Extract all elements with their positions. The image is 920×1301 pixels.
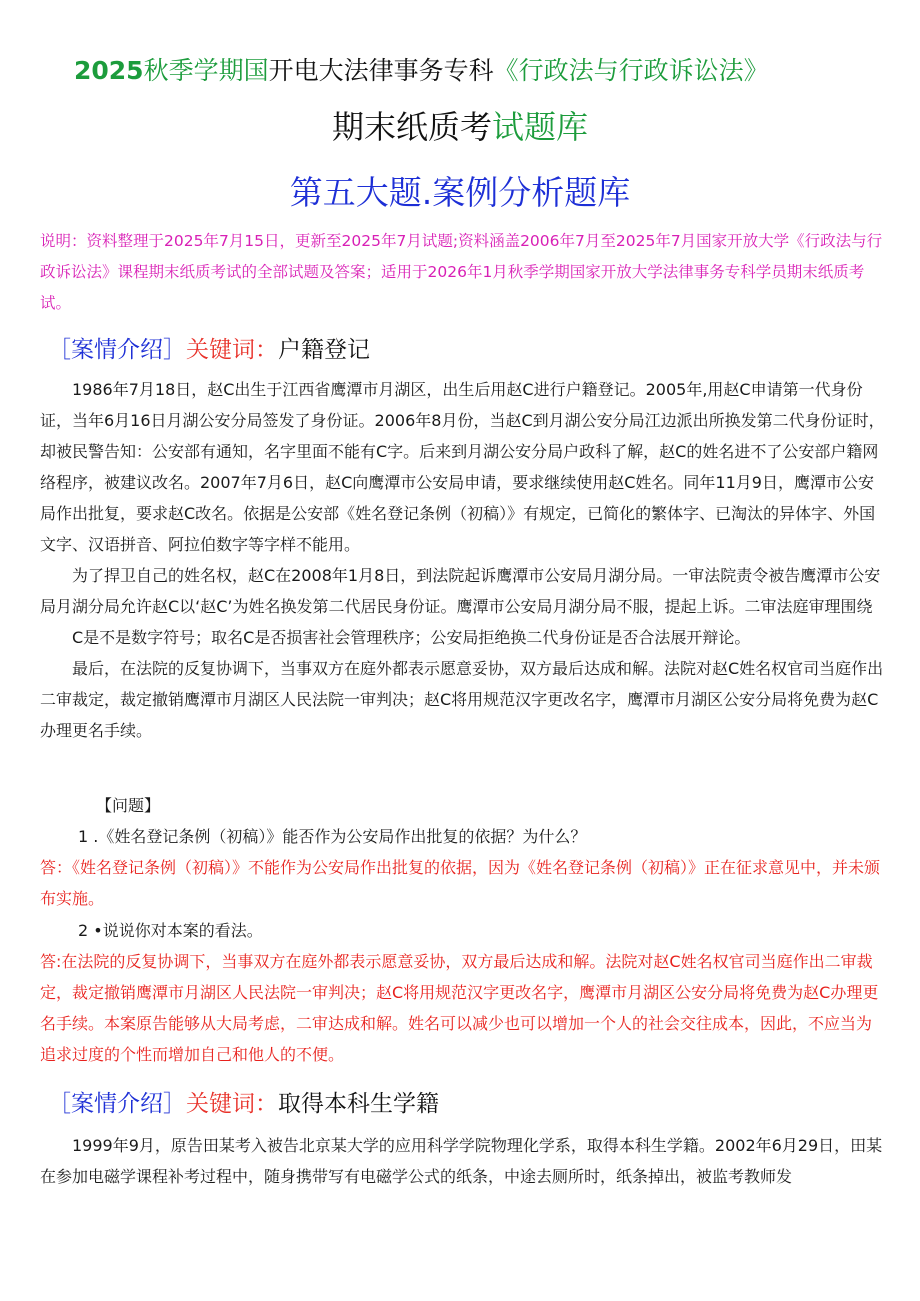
title-program: 开电大法律事务专科 (268, 56, 494, 85)
case1-keyword: 户籍登记 (278, 337, 370, 363)
case2-body (40, 1130, 886, 1192)
question-1: 1 .《姓名登记条例（初稿）》能否作为公安局作出批复的依据？为什么？ (78, 827, 587, 846)
case1-body (40, 374, 886, 746)
case2-keyword-label: 关键词： (186, 1091, 278, 1117)
subtitle-exam: 期末纸质考 (331, 108, 492, 146)
title-semester: 秋季学期国 (143, 56, 269, 85)
case2-bracket-label: ［案情介绍］ (48, 1091, 186, 1117)
case1-paragraph: 为了捍卫自己的姓名权，赵C在2008年1月8日，到法院起诉鹰潭市公安局月湖分局。一审法院责令被告鹰潭市公安局月湖分局允许赵C以‘赵C’为姓名换发第二代居民身份证。鹰潭市公安局月湖分局不服，提起上诉。二审法庭审理围绕 (40, 566, 881, 616)
question-label: 【问题】 (96, 796, 161, 815)
title-year: 2025 (74, 56, 144, 85)
case1-paragraph: C是不是数字符号；取名C是否损害社会管理秩序；公安局拒绝换二代身份证是否合法展开辩论。 (72, 628, 751, 647)
case2-keyword: 取得本科生学籍 (278, 1091, 439, 1117)
case2-heading (48, 1086, 888, 1122)
document-subtitle (0, 103, 920, 151)
section-title: 第五大题.案例分析题库 (289, 173, 631, 212)
document-title (74, 52, 874, 90)
answer-1: 答：《姓名登记条例（初稿）》不能作为公安局作出批复的依据，因为《姓名登记条例（初稿）》正在征求意见中，并未颁布实施。 (40, 858, 881, 908)
description-note: 说明：资料整理于2025年7月15日，更新至2025年7月试题;资料涵盖2006年7月至2025年7月国家开放大学《行政法与行政诉讼法》课程期末纸质考试的全部试题及答案；适用于2026年1月秋季学期国家开放大学法律事务专科学员期末纸质考试。 (40, 232, 883, 312)
answer-2: 答:在法院的反复协调下，当事双方在庭外都表示愿意妥协，双方最后达成和解。法院对赵C姓名权官司当庭作出二审裁定，裁定撤销鹰潭市月湖区人民法院一审判决；赵C将用规范汉字更改名字，鹰潭市月湖区公安分局将免费为赵C办理更名手续。本案原告能够从大局考虑，二审达成和解。姓名可以减少也可以增加一个人的社会交往成本，因此，不应当为追求过度的个性而增加自己和他人的不便。 (40, 952, 879, 1064)
case1-heading (48, 332, 888, 368)
case1-keyword-label: 关键词： (186, 337, 278, 363)
case1-paragraph: 最后，在法院的反复协调下，当事双方在庭外都表示愿意妥协，双方最后达成和解。法院对赵C姓名权官司当庭作出二审裁定，裁定撤销鹰潭市月湖区人民法院一审判决；赵C将用规范汉字更改名字，鹰潭市月湖区公安分局将免费为赵C办理更名手续。 (40, 659, 884, 740)
case1-bracket-label: ［案情介绍］ (48, 337, 186, 363)
title-course: 《行政法与行政诉讼法》 (493, 56, 769, 85)
subtitle-bank: 试题库 (492, 108, 589, 146)
case1-paragraph: 1986年7月18日，赵C出生于江西省鹰潭市月湖区，出生后用赵C进行户籍登记。2005年,用赵C申请第一代身份证，当年6月16日月湖公安分局签发了身份证。2006年8月份，当赵C到月湖公安分局江边派出所换发第二代身份证时，却被民警告知：公安部有通知，名字里面不能有C字。后来到月湖公安分局户政科了解，赵C的姓名进不了公安部户籍网络程序，被建议改名。2007年7月6日，赵C向鹰潭市公安局申请，要求继续使用赵C姓名。同年11月9日，鹰潭市公安局作出批复，要求赵C改名。依据是公安部《姓名登记条例（初稿）》有规定，已简化的繁体字、已淘汰的异体字、外国文字、汉语拼音、阿拉伯数字等字样不能用。 (40, 380, 885, 554)
question-2: 2 •说说你对本案的看法。 (78, 921, 263, 940)
case2-paragraph: 1999年9月，原告田某考入被告北京某大学的应用科学学院物理化学系，取得本科生学籍。2002年6月29日，田某在参加电磁学课程补考过程中，随身携带写有电磁学公式的纸条，中途去厕所时，纸条掉出，被监考教师发 (40, 1136, 883, 1186)
